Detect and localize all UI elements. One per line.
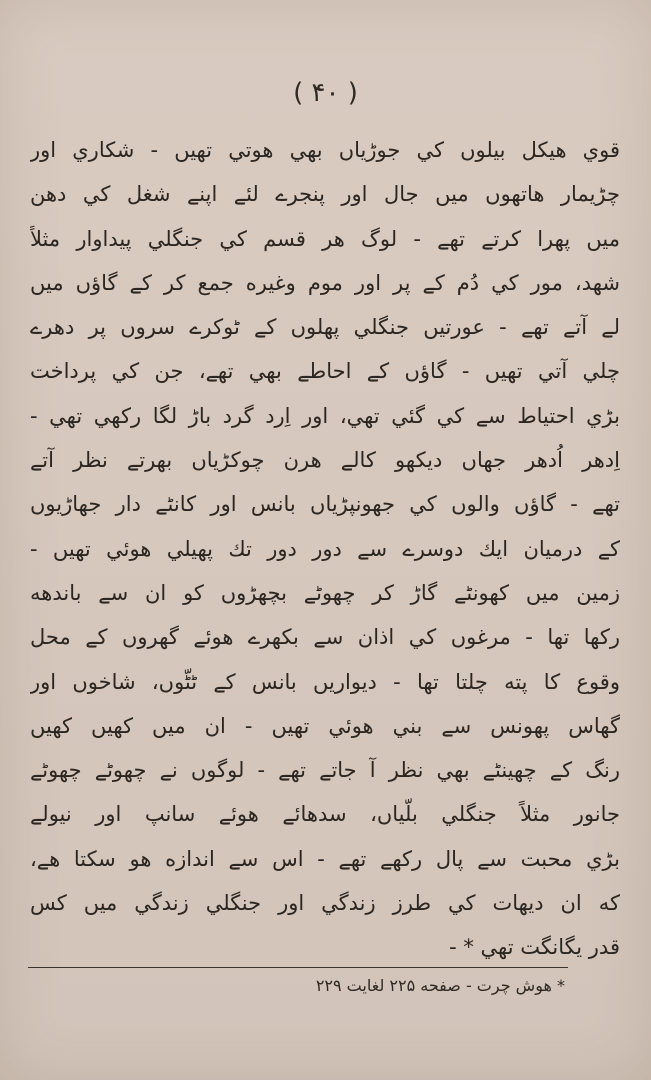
text-line: ميں پهرا كرتے تهے - لوگ هر قسم كي جنگلي پيداوار مثلاً (30, 226, 620, 251)
body-text (30, 128, 620, 970)
text-line: لے آتے تهے - عورتيں جنگلي پهلوں كے ٹوكرے سروں پر دهرے (30, 315, 620, 340)
text-line: كے درميان ايك دوسرے سے دور دور تك پهيلي هوئي تهيں - (30, 536, 620, 561)
text-line: چلي آتي تهيں - گاؤں كے احاطے بهي تهے، جن كي پرداخت (30, 359, 620, 384)
text-line: گهاس پهونس سے بني هوئي تهيں - ان ميں كهيں كهيں (30, 713, 620, 738)
text-line: قدر يگانگت تهي * - (449, 935, 620, 960)
text-line: ركها تها - مرغوں كي اذان سے بكهرے هوئے گهروں كے محل (30, 625, 620, 650)
text-line: قوي هيكل بيلوں كي جوڑياں بهي هوتي تهيں - شكاري اور (30, 138, 620, 162)
footnote: * هوش چرت - صفحه ۲۲۵ لغايت ۲۲۹ (315, 976, 565, 995)
text-line: بڑي احتياط سے كي گئي تهي، اور اِرد گرد باڑ لگا ركهي تهي - (30, 403, 620, 428)
text-line: چڑيمار هاتهوں ميں جال اور پنجرے لئے اپنے شغل كي دهن (30, 182, 620, 207)
text-line: اِدهر اُدهر جهاں ديكهو كالے هرن چوكڑياں بهرتے نظر آتے (30, 448, 620, 473)
page-number: ( ۴۰ ) (293, 78, 358, 108)
text-line: جانور مثلاً جنگلي بلّياں، سدهائے هوئے سانپ اور نيولے (30, 802, 620, 827)
text-line: زمين ميں كهونٹے گاڑ كر چهوٹے بچهڑوں كو ان سے باندهه (30, 580, 620, 605)
text-line: رنگ كے چهينٹے بهي نظر آ جاتے تهے - لوگوں نے چهوٹے چهوٹے (30, 758, 620, 783)
footnote-rule (28, 967, 568, 968)
text-line: كه ان ديهات كي طرز زندگي اور جنگلي زندگي ميں كس (30, 891, 620, 916)
text-line: تهے - گاؤں والوں كي جهونپڑياں بانس اور كانٹے دار جهاڑيوں (30, 492, 620, 517)
text-line: وقوع كا پته چلتا تها - ديواريں بانس كے ٹٹّوں، شاخوں اور (30, 669, 620, 694)
text-line: بڑي محبت سے پال ركهے تهے - اس سے اندازه هو سكتا هے، (30, 846, 620, 871)
text-line: شهد، مور كي دُم كے پر اور موم وغيره جمع كر كے گاؤں ميں (30, 270, 620, 295)
